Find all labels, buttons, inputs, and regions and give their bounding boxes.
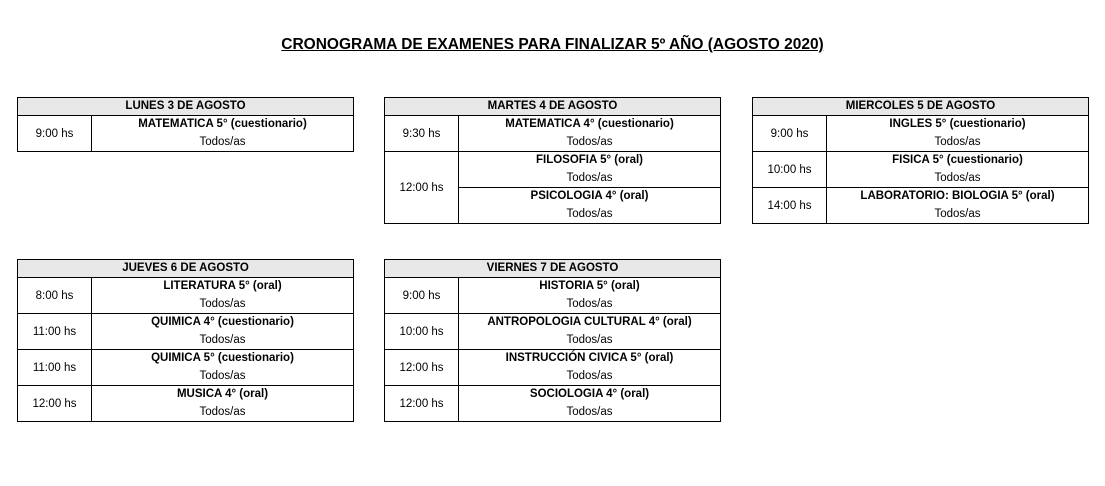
schedule-row <box>753 151 1088 187</box>
exam-time: 11:00 hs <box>18 350 92 385</box>
exam-cell <box>827 152 1088 187</box>
exam-group: Todos/as <box>199 406 246 418</box>
exam-subject: LABORATORIO: BIOLOGIA 5° (oral) <box>860 190 1055 202</box>
exam-cell <box>459 350 720 385</box>
exam-group: Todos/as <box>566 334 613 346</box>
exam-subject: INSTRUCCIÓN CIVICA 5° (oral) <box>505 352 674 364</box>
exam-subject: MATEMATICA 4° (cuestionario) <box>505 118 674 130</box>
day-table <box>384 259 721 422</box>
day-header: VIERNES 7 DE AGOSTO <box>385 260 720 278</box>
exam-cell <box>92 314 353 349</box>
exam-group: Todos/as <box>934 208 981 220</box>
exam-time: 14:00 hs <box>753 188 827 223</box>
day-table <box>17 259 354 422</box>
exam-subject: FISICA 5° (cuestionario) <box>892 154 1023 166</box>
exam-group: Todos/as <box>199 298 246 310</box>
exam-cell <box>92 116 353 151</box>
exam-time: 9:30 hs <box>385 116 459 151</box>
schedule-row <box>753 187 1088 223</box>
exam-subject: HISTORIA 5° (oral) <box>539 280 640 292</box>
exam-subject: MATEMATICA 5° (cuestionario) <box>138 118 307 130</box>
schedule-row <box>385 349 720 385</box>
exam-time: 10:00 hs <box>753 152 827 187</box>
exam-group: Todos/as <box>199 370 246 382</box>
exam-time: 12:00 hs <box>385 386 459 421</box>
schedule-row <box>18 385 353 421</box>
exam-group: Todos/as <box>199 334 246 346</box>
day-table <box>17 97 354 152</box>
exam-subject: LITERATURA 5° (oral) <box>163 280 282 292</box>
exam-cell <box>827 188 1088 223</box>
exam-cell <box>459 152 720 187</box>
exam-group: Todos/as <box>566 406 613 418</box>
exam-time: 9:00 hs <box>18 116 92 151</box>
exam-cell <box>459 278 720 313</box>
schedule-row <box>753 116 1088 151</box>
exam-subject: ANTROPOLOGIA CULTURAL 4° (oral) <box>487 316 692 328</box>
exam-time: 8:00 hs <box>18 278 92 313</box>
exam-cell <box>827 116 1088 151</box>
day-header: MARTES 4 DE AGOSTO <box>385 98 720 116</box>
exam-subject: FILOSOFIA 5° (oral) <box>535 154 644 166</box>
schedule-row <box>385 278 720 313</box>
schedule-row <box>385 116 720 151</box>
exam-cell <box>459 116 720 151</box>
exam-time: 11:00 hs <box>18 314 92 349</box>
exam-subject: INGLES 5° (cuestionario) <box>889 118 1026 130</box>
schedule-row <box>18 349 353 385</box>
schedule-row <box>18 278 353 313</box>
schedule-row <box>385 313 720 349</box>
schedule-row <box>18 116 353 151</box>
schedule-row <box>385 151 720 223</box>
day-header: JUEVES 6 DE AGOSTO <box>18 260 353 278</box>
exam-group: Todos/as <box>566 370 613 382</box>
exam-cell <box>459 187 720 223</box>
schedule-row <box>385 385 720 421</box>
exam-time: 9:00 hs <box>753 116 827 151</box>
exam-time: 10:00 hs <box>385 314 459 349</box>
exam-subject: QUIMICA 4° (cuestionario) <box>151 316 294 328</box>
exam-cell <box>459 386 720 421</box>
schedule-row <box>18 313 353 349</box>
day-header: LUNES 3 DE AGOSTO <box>18 98 353 116</box>
page-title: CRONOGRAMA DE EXAMENES PARA FINALIZAR 5º AÑO (AGOSTO 2020) <box>281 36 824 53</box>
exam-subject: PSICOLOGIA 4° (oral) <box>530 190 649 202</box>
exam-group: Todos/as <box>566 136 613 148</box>
exam-cell <box>459 314 720 349</box>
exam-time: 12:00 hs <box>18 386 92 421</box>
exam-time: 12:00 hs <box>385 350 459 385</box>
day-header: MIERCOLES 5 DE AGOSTO <box>753 98 1088 116</box>
exam-cell <box>92 386 353 421</box>
exam-group: Todos/as <box>566 208 613 220</box>
exam-group: Todos/as <box>934 172 981 184</box>
exam-group: Todos/as <box>566 172 613 184</box>
exam-subject: SOCIOLOGIA 4° (oral) <box>529 388 650 400</box>
exam-subject: QUIMICA 5° (cuestionario) <box>151 352 294 364</box>
day-table <box>384 97 721 224</box>
exam-group: Todos/as <box>199 136 246 148</box>
exam-time: 12:00 hs <box>385 152 459 223</box>
exam-cell <box>92 278 353 313</box>
exam-cell <box>92 350 353 385</box>
day-table <box>752 97 1089 224</box>
exam-group: Todos/as <box>566 298 613 310</box>
exam-time: 9:00 hs <box>385 278 459 313</box>
exam-subject: MUSICA 4° (oral) <box>176 388 269 400</box>
exam-group: Todos/as <box>934 136 981 148</box>
